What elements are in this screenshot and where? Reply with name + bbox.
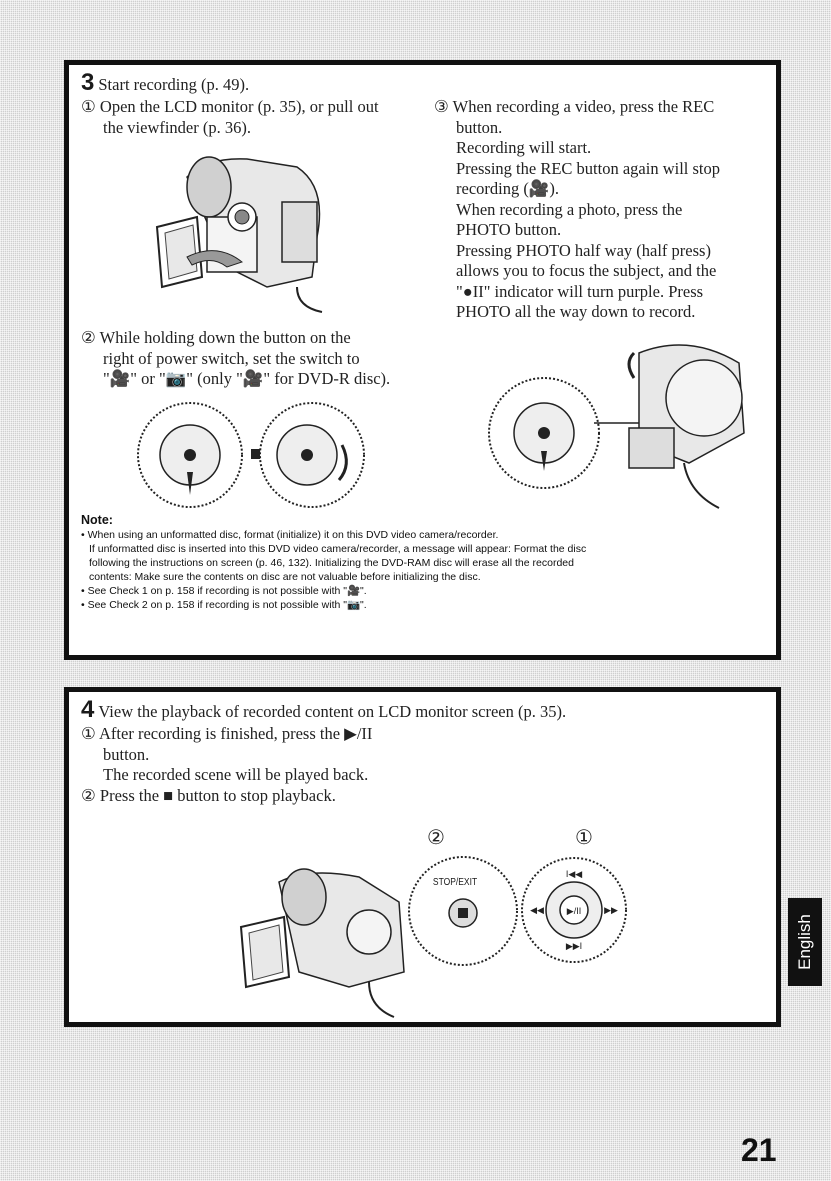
camera-rear-dial-illustration <box>489 323 769 513</box>
step-title: Start recording (p. 49). <box>98 75 250 94</box>
camera-open-lcd-illustration <box>147 147 347 317</box>
stop-exit-button-callout <box>407 855 519 967</box>
substep-text: Pressing PHOTO half way (half press) <box>456 240 711 260</box>
playback-substeps <box>81 724 501 806</box>
substep-text: recording (🎥). <box>456 179 560 198</box>
substep-text: When recording a photo, press the <box>456 199 683 219</box>
language-tab-label: English <box>795 914 814 970</box>
step-4-panel <box>64 687 781 1027</box>
note-item: • When using an unformatted disc, format (initialize) it on this DVD video camera/recorder. <box>81 529 499 541</box>
step-title: View the playback of recorded content on LCD monitor screen (p. 35). <box>98 702 567 721</box>
substep-marker: ① <box>81 724 96 743</box>
substep-text: button. <box>456 117 503 137</box>
substep-text: Open the LCD monitor (p. 35), or pull out <box>99 97 379 116</box>
power-switch-dial-right <box>257 400 367 510</box>
step-4-heading <box>81 696 566 724</box>
stop-exit-label: STOP/EXIT <box>432 877 478 888</box>
note-item: contents: Make sure the contents on disc are not valuable before initializing the disc. <box>89 571 481 583</box>
substep-2 <box>81 328 411 390</box>
substep-text: PHOTO all the way down to record. <box>456 302 696 321</box>
substep-text: "🎥" or "📷" (only "🎥" for DVD-R disc). <box>103 369 391 388</box>
substep-3 <box>434 97 774 323</box>
page-number: 21 <box>741 1132 777 1168</box>
note-item: If unformatted disc is inserted into this DVD video camera/recorder, a message will appear: Format the disc <box>89 543 587 555</box>
step-number: 3 <box>81 69 95 96</box>
step-number: 4 <box>81 696 95 723</box>
power-switch-dial-left <box>135 400 245 510</box>
substep-text: "●II" indicator will turn purple. Press <box>456 281 704 301</box>
svg-text:I◀◀: I◀◀ <box>565 869 583 879</box>
substep-1 <box>81 97 411 138</box>
substep-text: allows you to focus the subject, and the <box>456 261 717 280</box>
camera-playback-illustration <box>229 862 429 1022</box>
svg-text:▶/II: ▶/II <box>566 906 582 916</box>
callout-1: ① <box>575 827 593 849</box>
substep-text: The recorded scene will be played back. <box>103 765 369 784</box>
substep-text: the viewfinder (p. 36). <box>103 117 251 137</box>
play-pause-button-callout <box>519 855 629 965</box>
substep-marker: ① <box>81 97 96 116</box>
svg-text:▶▶I: ▶▶I <box>565 941 583 951</box>
substep-text: After recording is finished, press the ▶/II <box>99 724 373 743</box>
step-3-panel <box>64 60 781 660</box>
svg-text:◀◀: ◀◀ <box>530 905 544 915</box>
step-3-heading <box>81 69 249 97</box>
language-tab <box>788 898 822 986</box>
note-item: • See Check 1 on p. 158 if recording is not possible with "🎥". <box>81 585 367 597</box>
substep-text: Recording will start. <box>456 138 592 157</box>
note-section <box>81 513 776 612</box>
substep-marker: ② <box>81 328 96 347</box>
substep-marker: ③ <box>434 97 449 116</box>
substep-text: When recording a video, press the REC <box>452 97 715 116</box>
note-title: Note: <box>81 513 113 527</box>
substep-text: PHOTO button. <box>456 220 562 239</box>
note-item: following the instructions on screen (p. 46, 132). Initializing the DVD-RAM disc will erase all the recorded <box>89 557 574 569</box>
callout-2: ② <box>427 827 445 849</box>
substep-marker: ② <box>81 785 96 805</box>
substep-text: button. <box>103 744 150 764</box>
substep-text: Press the ■ button to stop playback. <box>99 785 336 805</box>
svg-text:▶▶: ▶▶ <box>604 905 618 915</box>
substep-text: Pressing the REC button again will stop <box>456 158 720 178</box>
note-item: • See Check 2 on p. 158 if recording is not possible with "📷". <box>81 599 367 611</box>
substep-text: While holding down the button on the <box>99 328 351 347</box>
substep-text: right of power switch, set the switch to <box>103 348 360 368</box>
